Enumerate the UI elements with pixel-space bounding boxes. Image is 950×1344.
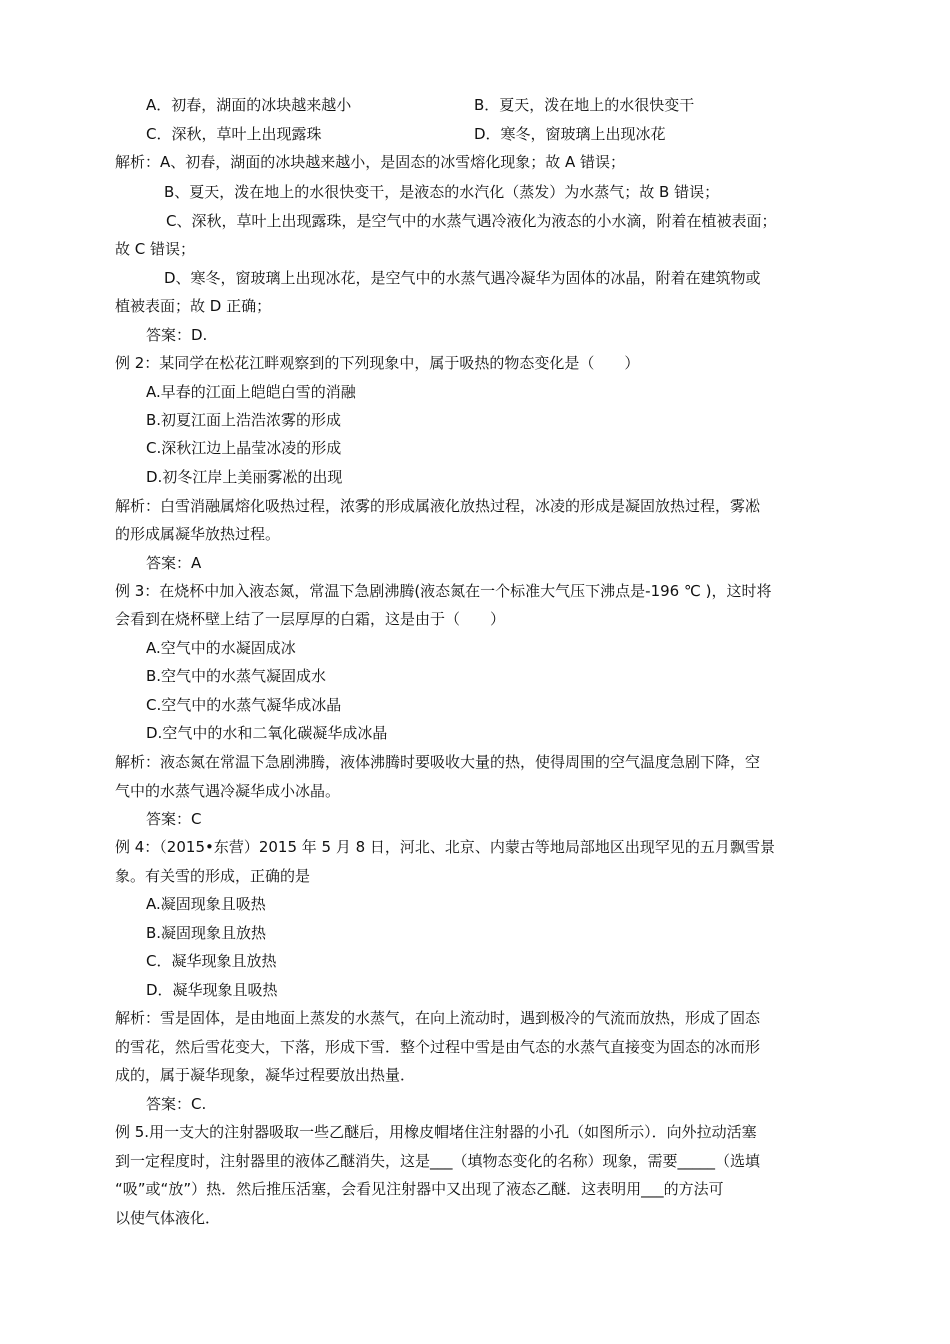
answer-line: 答案：C xyxy=(146,810,202,828)
option-c: C.空气中的水蒸气凝华成冰晶 xyxy=(146,696,342,714)
analysis-line: 解析：液态氮在常温下急剧沸腾，液体沸腾时要吸收大量的热，使得周围的空气温度急剧下降，空 xyxy=(115,753,761,771)
analysis-line: 的雪花，然后雪花变大，下落，形成下雪．整个过程中雪是由气态的水蒸气直接变为固态的冰而形 xyxy=(115,1038,761,1056)
question-stem: 例 4：（2015•东营）2015 年 5 月 8 日，河北、北京、内蒙古等地局部地区出现罕见的五月飘雪景 xyxy=(115,838,775,856)
analysis-line: 成的，属于凝华现象，凝华过程要放出热量． xyxy=(115,1066,416,1084)
question-stem: 例 3：在烧杯中加入液态氮，常温下急剧沸腾(液态氮在一个标准大气压下沸点是-196 ℃ )，这时将 xyxy=(115,582,772,600)
analysis-line: D、寒冬，窗玻璃上出现冰花，是空气中的水蒸气遇冷凝华为固体的冰晶，附着在建筑物或 xyxy=(164,269,761,287)
option-d: D.空气中的水和二氧化碳凝华成冰晶 xyxy=(146,724,388,742)
option-a: A.早春的江面上皑皑白雪的消融 xyxy=(146,383,356,401)
analysis-line: 气中的水蒸气遇冷凝华成小冰晶。 xyxy=(115,782,341,800)
analysis-line: 解析：雪是固体，是由地面上蒸发的水蒸气，在向上流动时，遇到极冷的气流而放热，形成了固态 xyxy=(115,1009,761,1027)
option-b: B．夏天，泼在地上的水很快变干 xyxy=(474,96,695,114)
analysis-line: 解析：A、初春，湖面的冰块越来越小，是固态的冰雪熔化现象；故 A 错误； xyxy=(115,153,626,171)
option-c: C．深秋，草叶上出现露珠 xyxy=(146,125,322,143)
option-b: B.凝固现象且放热 xyxy=(146,924,267,942)
question-stem: 会看到在烧杯壁上结了一层厚厚的白霜，这是由于（ ） xyxy=(115,610,506,628)
option-c: C．凝华现象且放热 xyxy=(146,952,277,970)
question-stem: 到一定程度时，注射器里的液体乙醚消失，这是___（填物态变化的名称）现象，需要_____（选填 xyxy=(115,1152,761,1170)
question-stem: “吸”或“放”）热．然后推压活塞，会看见注射器中又出现了液态乙醚．这表明用___的方法可 xyxy=(115,1180,724,1198)
answer-line: 答案：D. xyxy=(146,326,208,344)
option-d: D.初冬江岸上美丽雾凇的出现 xyxy=(146,468,343,486)
analysis-line: 的形成属凝华放热过程。 xyxy=(115,525,281,543)
option-d: D．寒冬，窗玻璃上出现冰花 xyxy=(474,125,666,143)
option-b: B.初夏江面上浩浩浓雾的形成 xyxy=(146,411,342,429)
answer-line: 答案：C. xyxy=(146,1095,207,1113)
analysis-line: B、夏天，泼在地上的水很快变干，是液态的水汽化（蒸发）为水蒸气；故 B 错误； xyxy=(164,183,720,201)
question-stem: 以使气体液化． xyxy=(115,1209,221,1227)
option-b: B.空气中的水蒸气凝固成水 xyxy=(146,667,327,685)
option-a: A.凝固现象且吸热 xyxy=(146,895,266,913)
question-stem: 例 5.用一支大的注射器吸取一些乙醚后，用橡皮帽堵住注射器的小孔（如图所示）．向外拉动活塞 xyxy=(115,1123,757,1141)
analysis-line: 故 C 错误； xyxy=(115,240,196,258)
question-stem: 例 2：某同学在松花江畔观察到的下列现象中，属于吸热的物态变化是（ ） xyxy=(115,354,640,372)
analysis-line: C、深秋，草叶上出现露珠，是空气中的水蒸气遇冷液化为液态的小水滴，附着在植被表面； xyxy=(166,212,777,230)
analysis-line: 植被表面；故 D 正确； xyxy=(115,297,272,315)
option-a: A．初春，湖面的冰块越来越小 xyxy=(146,96,352,114)
option-d: D．凝华现象且吸热 xyxy=(146,981,278,999)
answer-line: 答案：A xyxy=(146,554,202,572)
option-c: C.深秋江边上晶莹冰凌的形成 xyxy=(146,439,342,457)
question-stem: 象。有关雪的形成，正确的是 xyxy=(115,867,311,885)
option-a: A.空气中的水凝固成冰 xyxy=(146,639,296,657)
analysis-line: 解析：白雪消融属熔化吸热过程，浓雾的形成属液化放热过程，冰凌的形成是凝固放热过程，雾凇 xyxy=(115,497,761,515)
